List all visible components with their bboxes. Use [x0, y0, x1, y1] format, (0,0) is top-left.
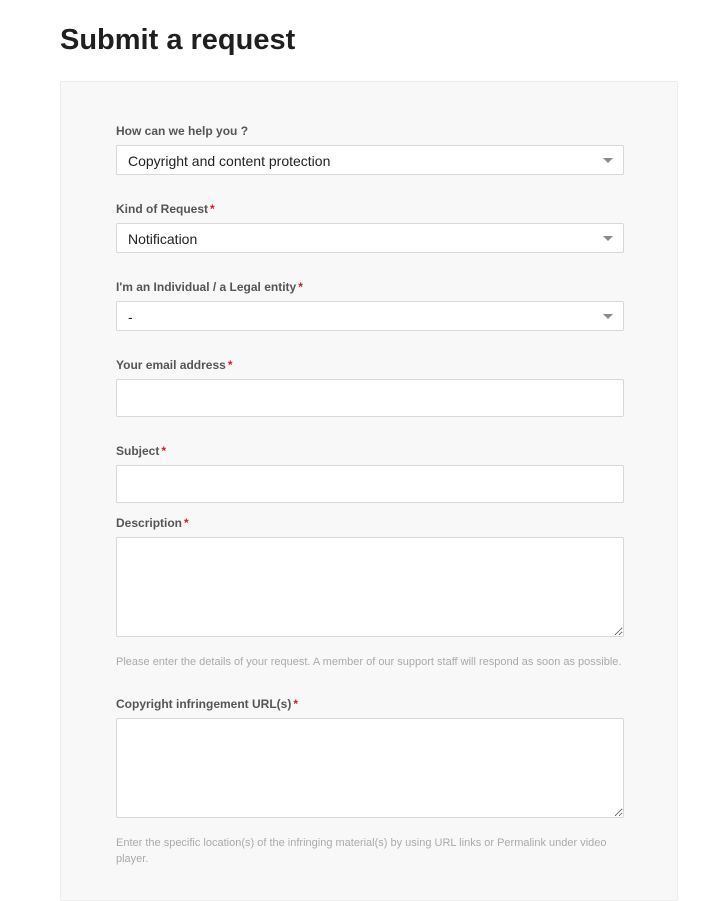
request-kind-selected-value: Notification	[128, 231, 198, 247]
help-topic-label-text: How can we help you ?	[116, 124, 249, 138]
required-asterisk: *	[227, 358, 233, 372]
entity-type-label	[116, 280, 303, 294]
subject-field[interactable]	[116, 465, 624, 503]
help-topic-selected-value: Copyright and content protection	[128, 153, 331, 169]
required-asterisk: *	[293, 697, 298, 711]
description-label	[116, 516, 189, 530]
entity-type-label-text: I'm an Individual / a Legal entity	[116, 280, 297, 294]
infringement-urls-label-text: Copyright infringement URL(s)	[116, 697, 292, 711]
infringement-urls-textarea[interactable]	[116, 718, 624, 818]
entity-type-select[interactable]	[116, 301, 624, 331]
help-topic-label	[116, 124, 248, 138]
required-asterisk: *	[184, 516, 189, 530]
help-topic-select[interactable]	[116, 145, 624, 175]
required-asterisk: *	[210, 202, 215, 216]
required-asterisk: *	[161, 444, 167, 458]
page-title: Submit a request	[60, 24, 296, 56]
infringement-urls-label	[116, 697, 298, 711]
subject-label-text: Subject	[116, 444, 160, 458]
chevron-down-icon	[603, 314, 613, 319]
email-label-text: Your email address	[116, 358, 226, 372]
request-kind-select[interactable]	[116, 223, 624, 253]
description-textarea[interactable]	[116, 537, 624, 637]
entity-type-selected-value: -	[128, 309, 133, 325]
request-kind-label	[116, 202, 215, 216]
email-field[interactable]	[116, 379, 624, 417]
email-label	[116, 358, 233, 372]
request-form	[60, 81, 678, 901]
request-kind-label-text: Kind of Request	[116, 202, 208, 216]
chevron-down-icon	[603, 236, 613, 241]
required-asterisk: *	[298, 280, 303, 294]
subject-label	[116, 444, 166, 458]
chevron-down-icon	[603, 158, 613, 163]
infringement-urls-hint: Enter the specific location(s) of the infringing material(s) by using URL links or Permalink under video player.	[116, 837, 607, 865]
description-label-text: Description	[116, 516, 183, 530]
description-hint: Please enter the details of your request. A member of our support staff will respond as soon as possible.	[116, 656, 622, 668]
